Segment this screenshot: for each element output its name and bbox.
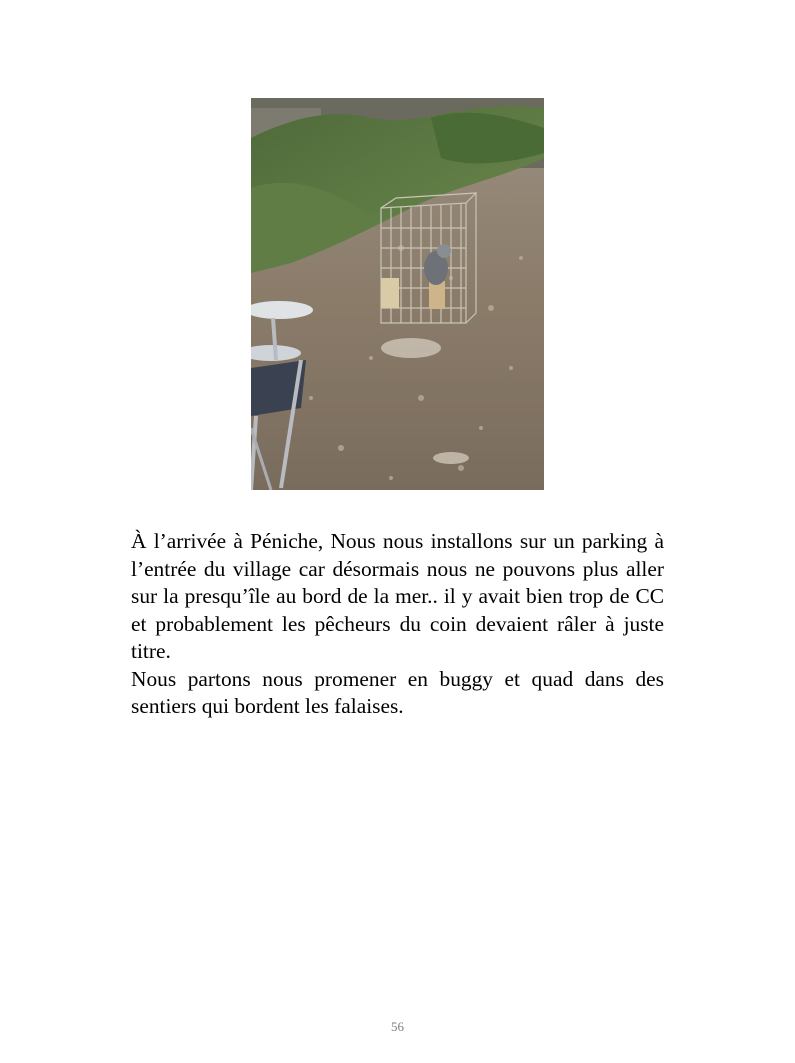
body-text [131,528,664,721]
page-number: 56 [391,1019,404,1034]
photo [251,98,544,490]
paragraph-arrival: À l’arrivée à Péniche, Nous nous installons sur un parking à l’entrée du village car désormais nous ne pouvons plus aller sur la presqu’île au bord de la mer.. il y avait bien trop de CC et probablement les pêcheurs du coin devaient râler à juste titre. [131,529,664,663]
paragraph-outing: Nous partons nous promener en buggy et quad dans des sentiers qui bordent les falaises. [131,666,664,718]
photo-icon [251,98,544,490]
